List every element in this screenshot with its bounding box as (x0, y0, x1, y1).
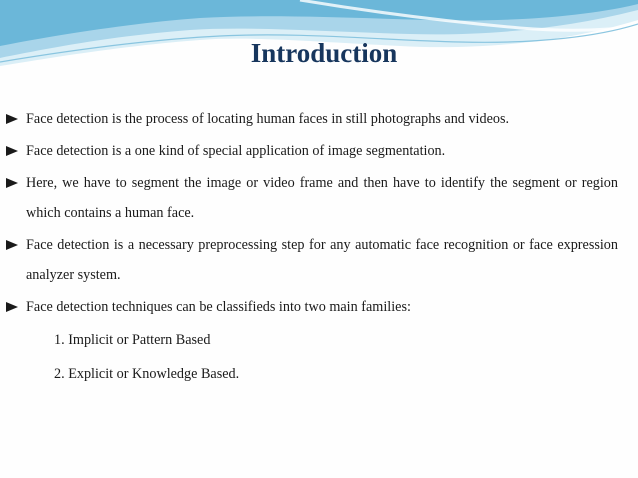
right-triangle-bullet-icon (6, 178, 18, 188)
bullet-text: Face detection is a one kind of special application of image segmentation. (26, 143, 446, 159)
bullet-text: Face detection techniques can be classifieds into two main families: (26, 299, 411, 315)
bullet-item (6, 136, 618, 166)
slide-content (6, 104, 618, 390)
bullet-item (6, 104, 618, 134)
bullet-item (6, 292, 618, 322)
right-triangle-bullet-icon (6, 146, 18, 156)
sub-list-item: 2. Explicit or Knowledge Based. (54, 366, 240, 382)
right-triangle-bullet-icon (6, 114, 18, 124)
sub-list-item: 1. Implicit or Pattern Based (54, 332, 211, 348)
slide-title: Introduction (250, 38, 398, 68)
bullet-text: Face detection is a necessary preprocessing step for any automatic face recognition or face expression analyzer system. (26, 237, 618, 283)
bullet-text: Here, we have to segment the image or video frame and then have to identify the segment or region which contains a human face. (26, 175, 618, 221)
bullet-item (6, 230, 618, 290)
right-triangle-bullet-icon (6, 240, 18, 250)
bullet-item (6, 168, 618, 228)
bullet-text: Face detection is the process of locating human faces in still photographs and videos. (26, 111, 510, 127)
right-triangle-bullet-icon (6, 302, 18, 312)
